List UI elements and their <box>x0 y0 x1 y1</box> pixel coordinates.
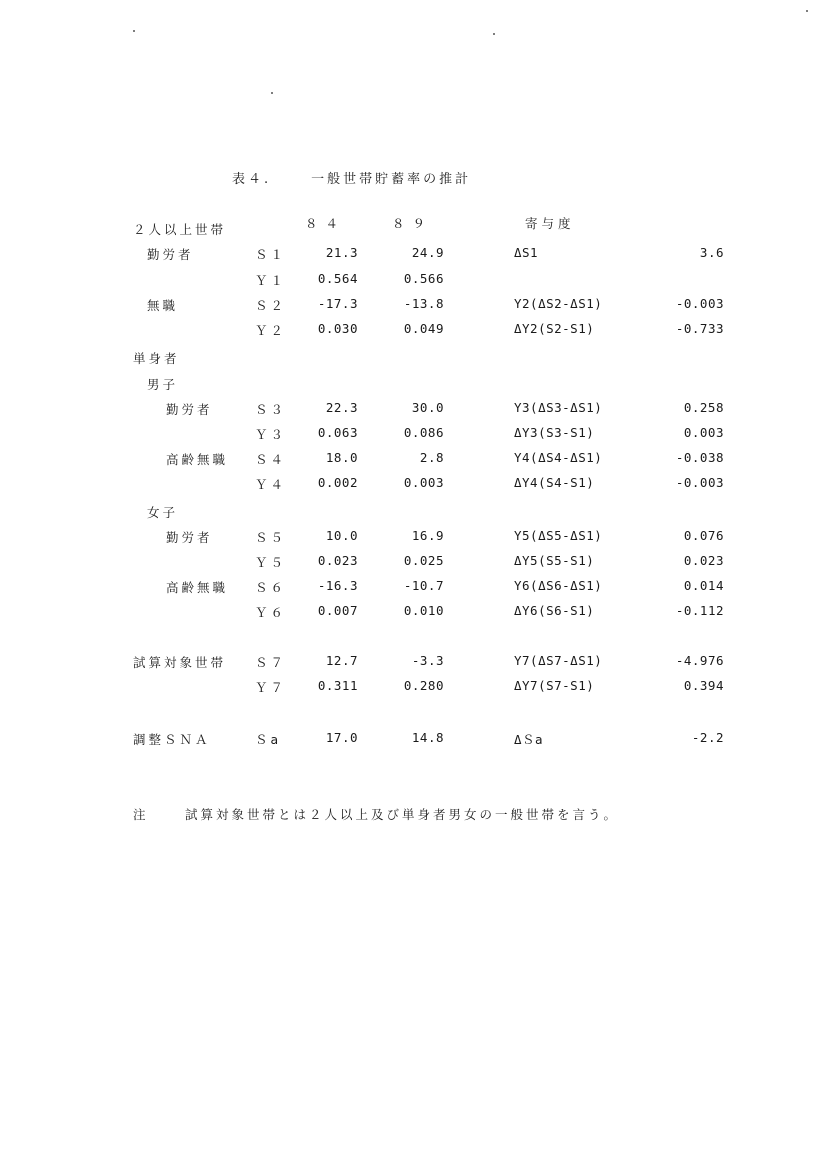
row-symbol: Ｙ７ <box>255 680 287 695</box>
row-group-label: ２人以上世帯 <box>133 222 227 237</box>
row-symbol: Ｙ６ <box>255 605 287 620</box>
contribution-label: Y2(ΔS2-ΔS1) <box>514 296 603 311</box>
table-number: 表４. <box>232 172 272 187</box>
contribution-label: ΔY5(S5-S1) <box>514 553 595 568</box>
contribution-value: -0.003 <box>675 296 724 311</box>
row-group-label: 高齢無職 <box>166 452 229 467</box>
row-group-label: 勤労者 <box>166 402 213 417</box>
scan-speck <box>133 30 135 32</box>
value-89: 0.010 <box>403 603 444 618</box>
table-title-text: 一般世帯貯蓄率の推計 <box>311 172 472 187</box>
row-symbol: Ｓ１ <box>255 247 287 262</box>
value-84: -17.3 <box>317 296 358 311</box>
contribution-value: -0.038 <box>675 450 724 465</box>
value-89: 30.0 <box>411 400 444 415</box>
contribution-label: ΔＳa <box>514 732 544 747</box>
value-84: -16.3 <box>317 578 358 593</box>
value-89: 0.566 <box>403 271 444 286</box>
contribution-value: -0.003 <box>675 475 724 490</box>
value-89: 24.9 <box>411 245 444 260</box>
value-84: 0.063 <box>317 425 358 440</box>
contribution-label: ΔS1 <box>514 245 539 260</box>
contribution-label: Y4(ΔS4-ΔS1) <box>514 450 603 465</box>
contribution-value: 0.076 <box>683 528 724 543</box>
column-header-contribution: 寄与度 <box>525 216 575 231</box>
value-84: 21.3 <box>325 245 358 260</box>
contribution-value: 3.6 <box>699 245 724 260</box>
contribution-label: Y5(ΔS5-ΔS1) <box>514 528 603 543</box>
row-group-label: 単身者 <box>133 351 180 366</box>
contribution-value: -0.112 <box>675 603 724 618</box>
row-group-label: 男子 <box>147 377 179 392</box>
contribution-label: Y6(ΔS6-ΔS1) <box>514 578 603 593</box>
row-symbol: Ｙ２ <box>255 323 287 338</box>
footnote <box>133 805 619 823</box>
row-group-label: 試算対象世帯 <box>133 655 227 670</box>
contribution-value: -4.976 <box>675 653 724 668</box>
value-89: 0.086 <box>403 425 444 440</box>
row-symbol: Ｓ４ <box>255 452 287 467</box>
contribution-value: 0.003 <box>683 425 724 440</box>
row-symbol: Ｙ３ <box>255 427 287 442</box>
contribution-value: 0.394 <box>683 678 724 693</box>
scan-speck <box>271 92 273 94</box>
contribution-value: -0.733 <box>675 321 724 336</box>
column-header-89: ８９ <box>392 216 434 231</box>
row-group-label: 無職 <box>147 298 179 313</box>
contribution-value: 0.023 <box>683 553 724 568</box>
value-89: -3.3 <box>411 653 444 668</box>
row-symbol: Ｙ１ <box>255 273 287 288</box>
contribution-label: Y7(ΔS7-ΔS1) <box>514 653 603 668</box>
contribution-label: ΔY4(S4-S1) <box>514 475 595 490</box>
value-84: 0.007 <box>317 603 358 618</box>
footnote-text: 試算対象世帯とは２人以上及び単身者男女の一般世帯を言う。 <box>185 807 620 822</box>
value-84: 22.3 <box>325 400 358 415</box>
value-84: 0.564 <box>317 271 358 286</box>
contribution-value: 0.258 <box>683 400 724 415</box>
row-symbol: Ｙ４ <box>255 477 287 492</box>
contribution-label: ΔY6(S6-S1) <box>514 603 595 618</box>
contribution-label: ΔY3(S3-S1) <box>514 425 595 440</box>
row-group-label: 勤労者 <box>147 247 194 262</box>
value-84: 12.7 <box>325 653 358 668</box>
row-symbol: Ｓ７ <box>255 655 287 670</box>
row-symbol: Ｓ３ <box>255 402 287 417</box>
value-84: 0.002 <box>317 475 358 490</box>
value-84: 0.030 <box>317 321 358 336</box>
column-header-84: ８４ <box>305 216 347 231</box>
value-89: 14.8 <box>411 730 444 745</box>
contribution-label: ΔY7(S7-S1) <box>514 678 595 693</box>
value-89: -13.8 <box>403 296 444 311</box>
contribution-value: -2.2 <box>691 730 724 745</box>
value-84: 0.023 <box>317 553 358 568</box>
value-89: 0.003 <box>403 475 444 490</box>
value-89: 0.049 <box>403 321 444 336</box>
contribution-label: ΔY2(S2-S1) <box>514 321 595 336</box>
value-89: 2.8 <box>419 450 444 465</box>
table-title <box>232 168 471 187</box>
footnote-mark: 注 <box>133 807 149 822</box>
scan-speck <box>806 10 808 12</box>
value-84: 18.0 <box>325 450 358 465</box>
scan-speck <box>493 33 495 35</box>
row-symbol: Ｓ２ <box>255 298 287 313</box>
row-symbol: Ｓ５ <box>255 530 287 545</box>
row-group-label: 女子 <box>147 505 179 520</box>
row-group-label: 勤労者 <box>166 530 213 545</box>
row-symbol: Ｙ５ <box>255 555 287 570</box>
row-group-label: 高齢無職 <box>166 580 229 595</box>
row-symbol: Ｓ６ <box>255 580 287 595</box>
value-89: 0.280 <box>403 678 444 693</box>
value-84: 17.0 <box>325 730 358 745</box>
row-symbol: Ｓa <box>255 732 282 747</box>
value-84: 10.0 <box>325 528 358 543</box>
value-89: 0.025 <box>403 553 444 568</box>
row-group-label: 調整ＳＮＡ <box>133 732 211 747</box>
value-84: 0.311 <box>317 678 358 693</box>
contribution-value: 0.014 <box>683 578 724 593</box>
value-89: -10.7 <box>403 578 444 593</box>
value-89: 16.9 <box>411 528 444 543</box>
contribution-label: Y3(ΔS3-ΔS1) <box>514 400 603 415</box>
